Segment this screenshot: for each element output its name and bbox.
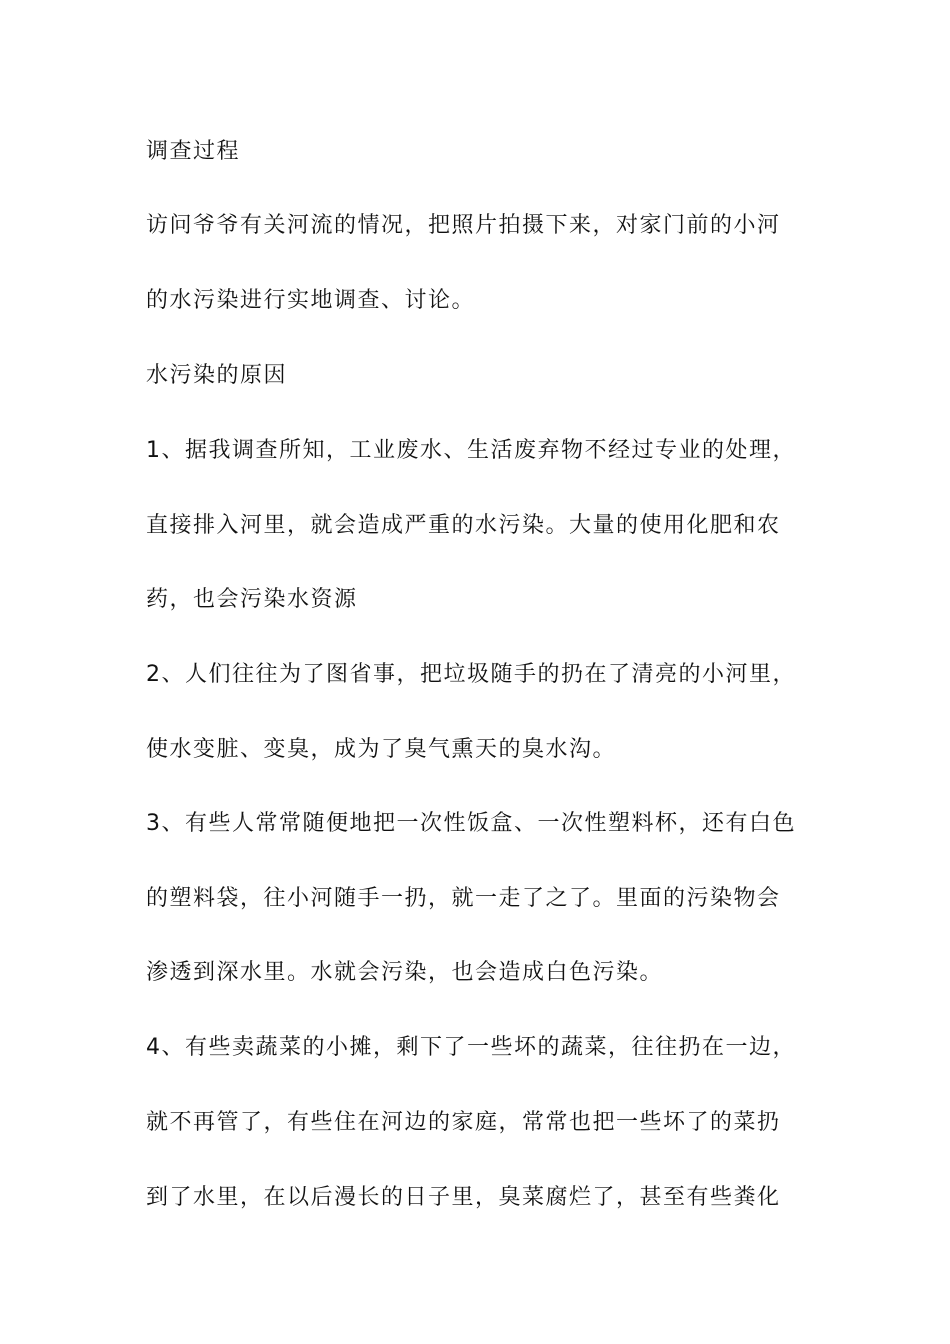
paragraph-line: 直接排入河里，就会造成严重的水污染。大量的使用化肥和农 (146, 513, 781, 538)
paragraph-line: 使水变脏、变臭，成为了臭气熏天的臭水沟。 (146, 737, 617, 762)
heading-investigation-process: 调查过程 (146, 139, 241, 164)
paragraph-line: 1、据我调查所知，工业废水、生活废弃物不经过专业的处理， (146, 438, 796, 463)
paragraph-line: 2、人们往往为了图省事，把垃圾随手的扔在了清亮的小河里， (146, 662, 796, 687)
paragraph-line: 就不再管了，有些住在河边的家庭，常常也把一些坏了的菜扔 (146, 1110, 781, 1135)
paragraph-line: 3、有些人常常随便地把一次性饭盒、一次性塑料杯，还有白色 (146, 811, 796, 836)
paragraph-line: 的水污染进行实地调查、讨论。 (146, 288, 476, 313)
paragraph-line: 渗透到深水里。水就会污染，也会造成白色污染。 (146, 960, 664, 985)
paragraph-line: 到了水里，在以后漫长的日子里，臭菜腐烂了，甚至有些粪化 (146, 1185, 781, 1210)
paragraph-line: 4、有些卖蔬菜的小摊，剩下了一些坏的蔬菜，往往扔在一边， (146, 1035, 796, 1060)
paragraph-line: 的塑料袋，往小河随手一扔，就一走了之了。里面的污染物会 (146, 886, 781, 911)
paragraph-line: 药，也会污染水资源 (146, 587, 358, 612)
heading-pollution-causes: 水污染的原因 (146, 363, 288, 388)
paragraph-line: 访问爷爷有关河流的情况，把照片拍摄下来，对家门前的小河 (146, 213, 781, 238)
